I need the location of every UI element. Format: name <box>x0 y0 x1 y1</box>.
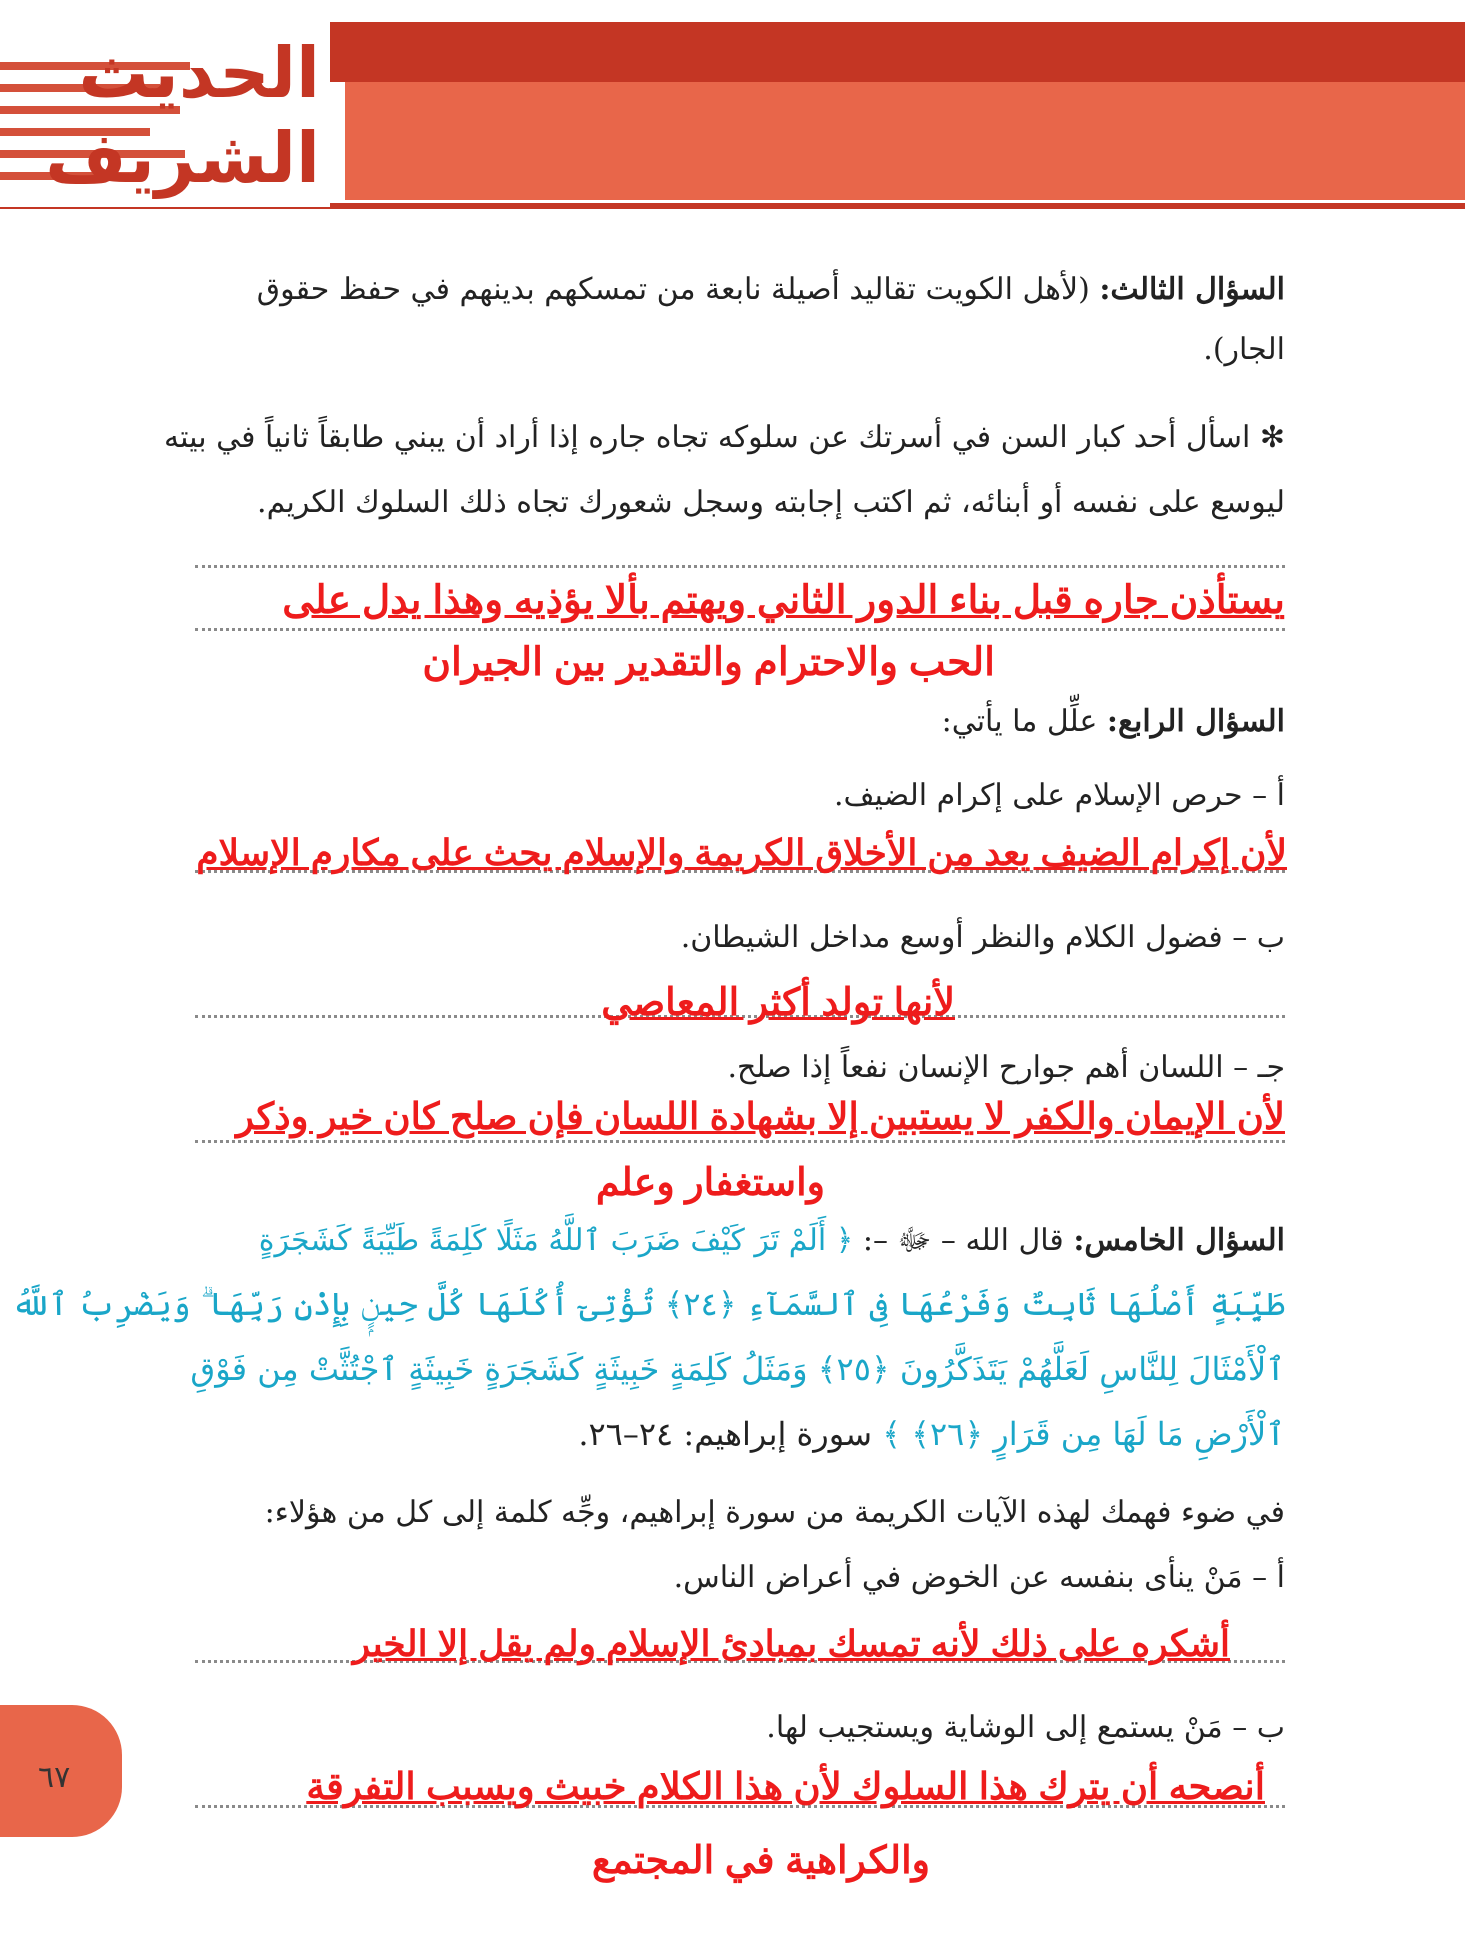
page-header <box>0 0 1465 210</box>
q5-label: السؤال الخامس: <box>1073 1223 1285 1258</box>
quran-line-2: طَيِّبَةٍ أَصْلُهَا ثَابِتٌ وَفَرْعُهَا فِى ٱلسَّمَآءِ ﴿٢٤﴾ تُؤْتِىٓ أُكُلَهَا كُلَّ حِينٍۭ بِإِذْنِ رَبِّهَا ۗ وَيَضْرِبُ ٱللَّهُ <box>11 1285 1285 1323</box>
q5-answer-a: أشكره على ذلك لأنه تمسك بمبادئ الإسلام ولم يقل إلا الخير <box>352 1623 1230 1664</box>
quran-reference: سورة إبراهيم: ٢٤–٢٦. <box>578 1415 883 1453</box>
q4-answer-c-2: واستغفار وعلم <box>595 1162 825 1204</box>
q5-item-a: أ – مَنْ ينأى بنفسه عن الخوض في أعراض الناس. <box>673 1560 1285 1595</box>
answer-line <box>195 1140 1285 1143</box>
logo-line-2: الشريف <box>45 117 320 199</box>
chapter-logo <box>0 22 330 207</box>
page-number: ٦٧ <box>38 1760 71 1795</box>
q3-answer-1: يستأذن جاره قبل بناء الدور الثاني ويهتم بألا يؤذيه وهذا يدل على <box>282 579 1285 622</box>
q4-label: السؤال الرابع: <box>1106 704 1285 739</box>
answer-line <box>195 628 1285 631</box>
q4-answer-a: لأن إكرام الضيف يعد من الأخلاق الكريمة والإسلام يحث على مكارم الإسلام <box>196 832 1287 873</box>
q3-label: السؤال الثالث: <box>1099 272 1285 307</box>
q3-text-1: (لأهل الكويت تقاليد أصيلة نابعة من تمسكهم بدينهم في حفظ حقوق <box>256 272 1100 307</box>
q5-intro: قال الله – ﷻ –: <box>853 1223 1074 1258</box>
q5-answer-b-2: والكراهية في المجتمع <box>591 1840 930 1882</box>
q4-item-b: ب – فضول الكلام والنظر أوسع مداخل الشيطان. <box>680 920 1285 955</box>
q4-answer-b: لأنها تولد أكثر المعاصي <box>601 982 955 1024</box>
header-band-light <box>345 82 1465 200</box>
q3-text-2: الجار). <box>1203 332 1285 367</box>
q5-instruction: في ضوء فهمك لهذه الآيات الكريمة من سورة إبراهيم، وجِّه كلمة إلى كل من هؤلاء: <box>264 1495 1285 1530</box>
quran-line-3: ٱلْأَمْثَالَ لِلنَّاسِ لَعَلَّهُمْ يَتَذَكَّرُونَ ﴿٢٥﴾ وَمَثَلُ كَلِمَةٍ خَبِيثَةٍ كَشَجَرَةٍ خَبِيثَةٍ ٱجْتُثَّتْ مِن فَوْقِ <box>190 1350 1285 1388</box>
q4-item-a: أ – حرص الإسلام على إكرام الضيف. <box>833 778 1285 813</box>
header-band-dark <box>330 22 1465 82</box>
q5-line-1 <box>259 1222 1285 1265</box>
quran-line-4 <box>578 1415 1285 1453</box>
quran-line-1: ﴿ أَلَمْ تَرَ كَيْفَ ضَرَبَ ٱللَّهُ مَثَلًا كَلِمَةً طَيِّبَةً كَشَجَرَةٍ <box>258 1223 854 1258</box>
q5-item-b: ب – مَنْ يستمع إلى الوشاية ويستجيب لها. <box>766 1710 1285 1745</box>
logo-line-1: الحديث <box>78 32 320 114</box>
q4-text: علِّل ما يأتي: <box>941 704 1107 739</box>
q3-instruction-1: ✻ اسأل أحد كبار السن في أسرتك عن سلوكه تجاه جاره إذا أراد أن يبني طابقاً ثانياً في بيته <box>164 420 1285 455</box>
q3-line-1 <box>257 272 1285 307</box>
q4-answer-c-1: لأن الإيمان والكفر لا يستبين إلا بشهادة اللسان فإن صلح كان خير وذكر <box>236 1096 1285 1137</box>
q4-line <box>942 704 1285 739</box>
quran-line-4-text: ٱلْأَرْضِ مَا لَهَا مِن قَرَارٍ ﴿٢٦﴾ ﴾ <box>882 1415 1285 1453</box>
answer-line <box>195 565 1285 568</box>
q5-answer-b-1: أنصحه أن يترك هذا السلوك لأن هذا الكلام خبيث ويسبب التفرقة <box>306 1766 1265 1807</box>
q3-instruction-2: ليوسع على نفسه أو أبنائه، ثم اكتب إجابته وسجل شعورك تجاه ذلك السلوك الكريم. <box>257 485 1285 520</box>
q4-item-c: جـ – اللسان أهم جوارح الإنسان نفعاً إذا صلح. <box>727 1050 1285 1085</box>
q3-answer-2: الحب والاحترام والتقدير بين الجيران <box>422 641 995 684</box>
